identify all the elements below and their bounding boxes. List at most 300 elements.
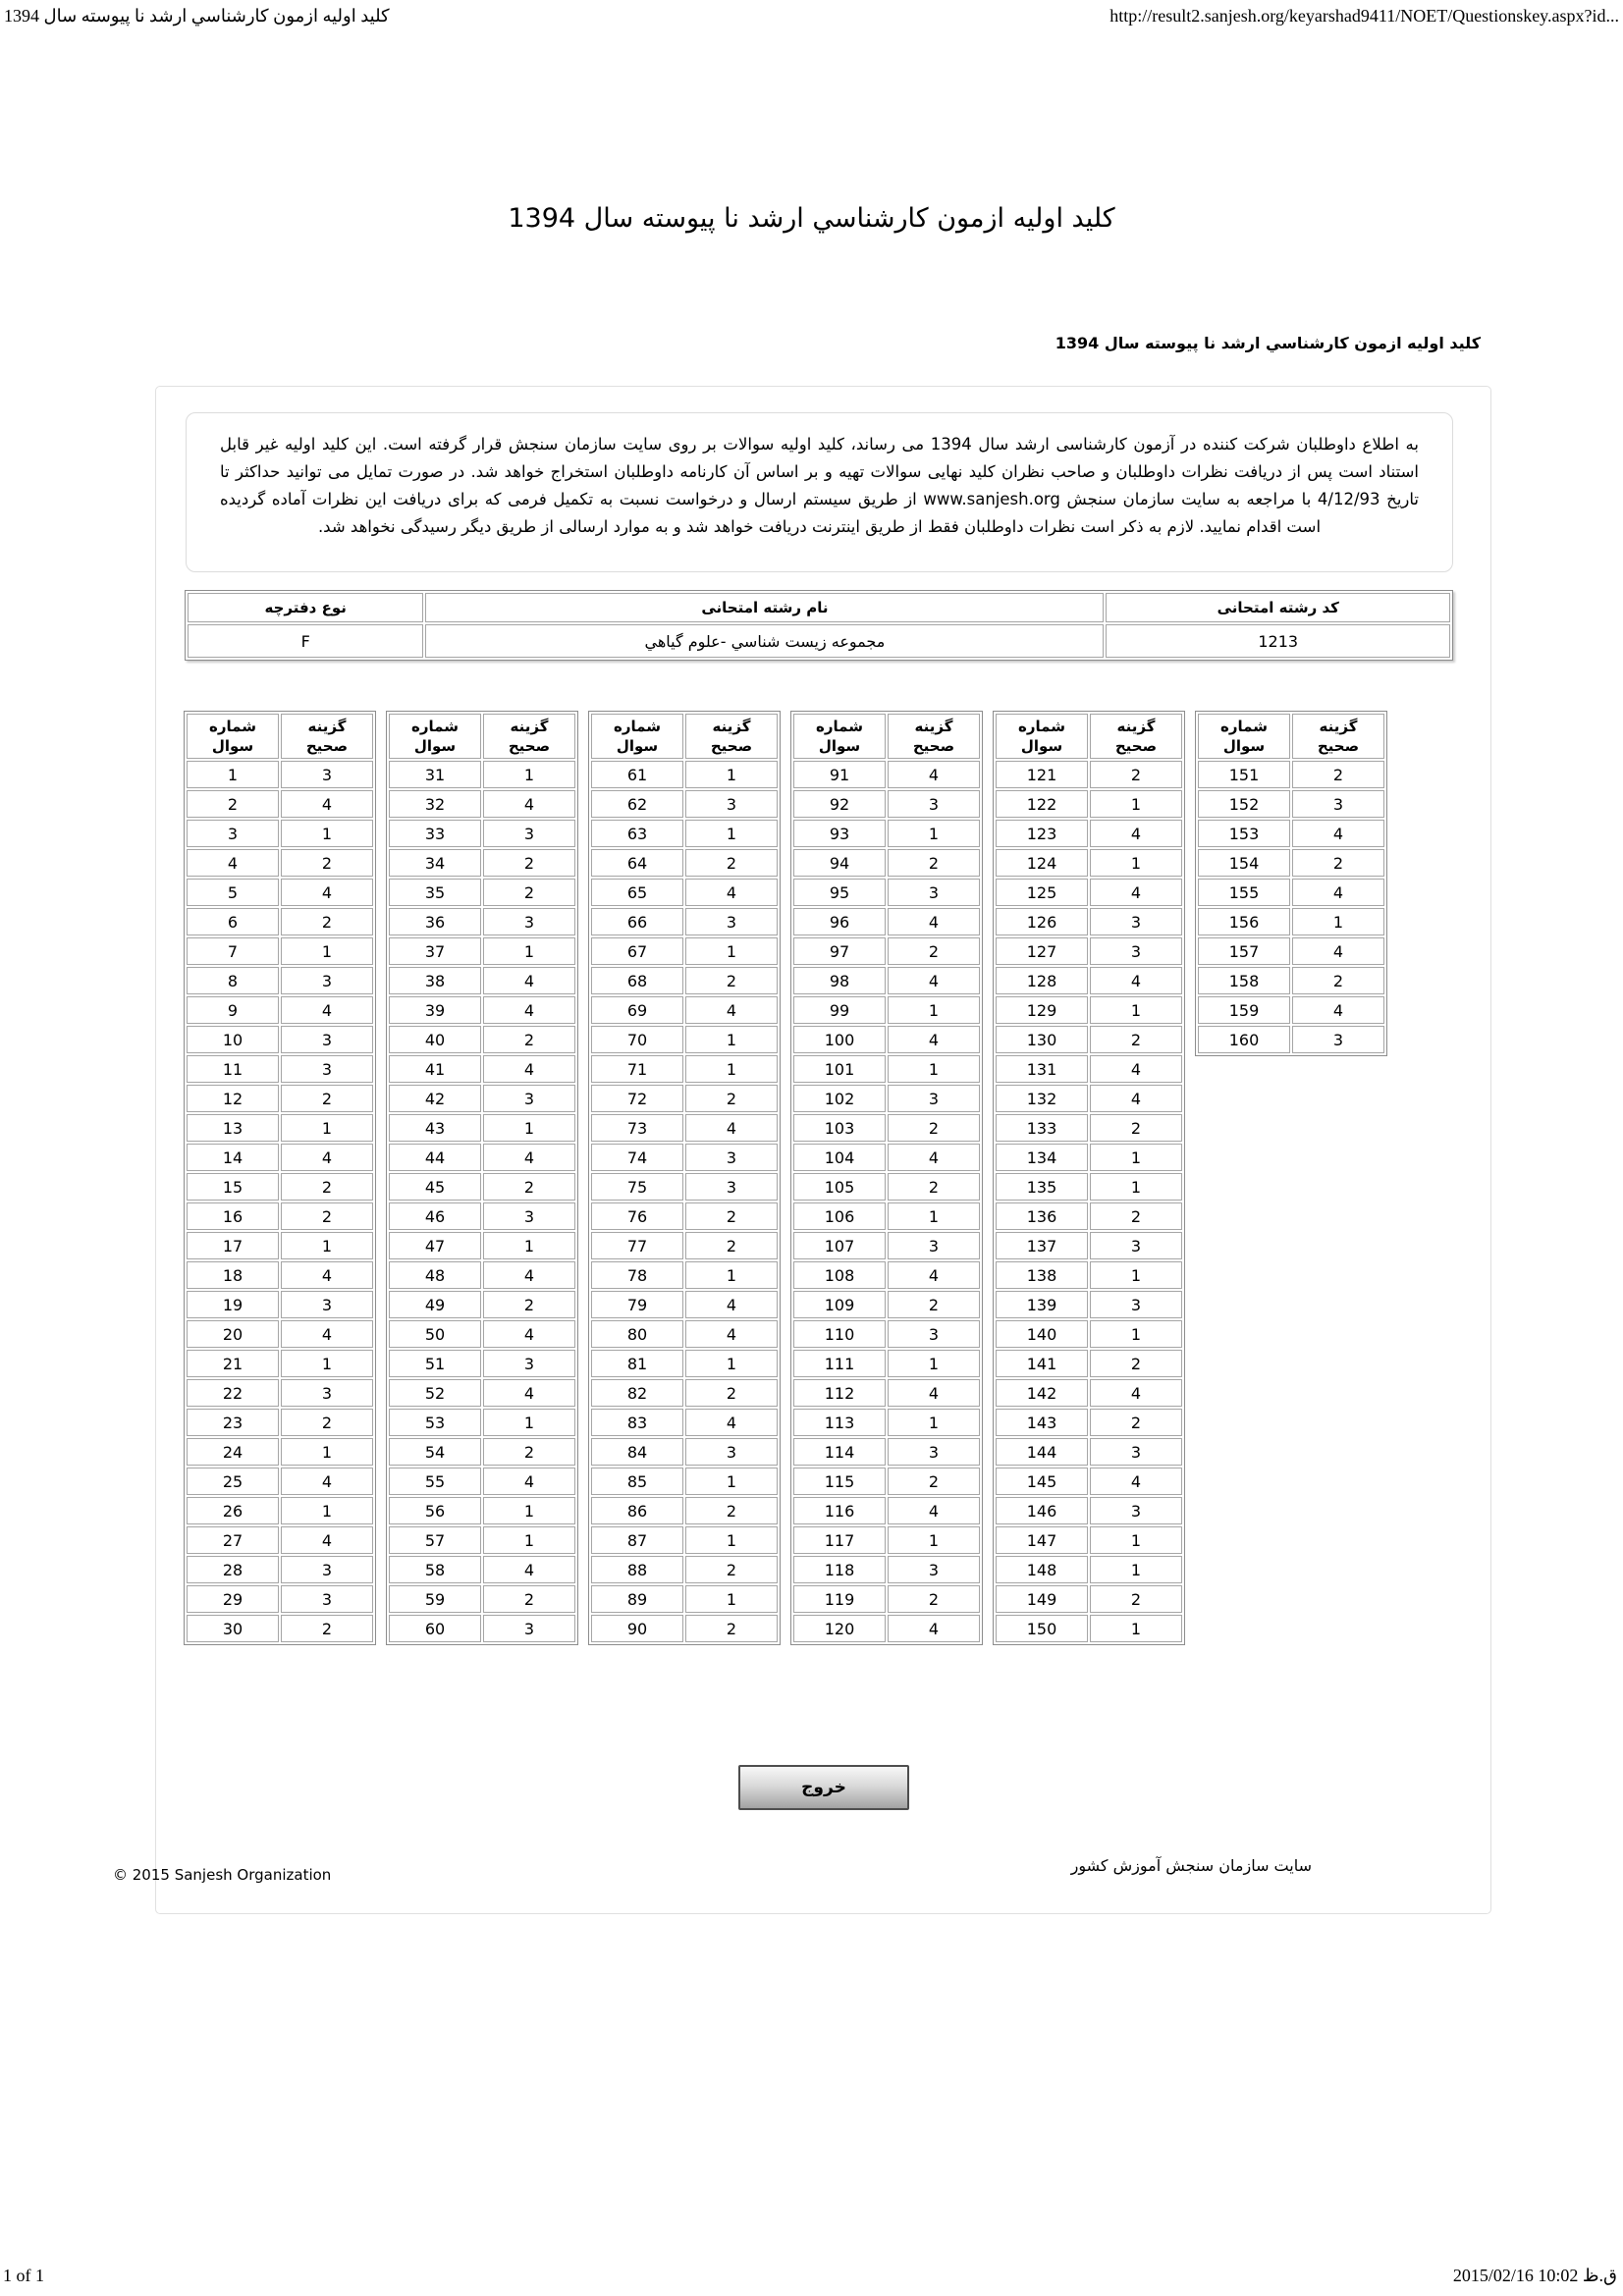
question-number-header: شماره سوال	[389, 714, 481, 759]
answer-key-row	[187, 1144, 373, 1171]
question-number-cell: 57	[389, 1526, 481, 1554]
question-number-cell: 52	[389, 1379, 481, 1407]
correct-option-cell: 3	[1090, 1291, 1182, 1318]
correct-option-header: گزینه صحیح	[483, 714, 575, 759]
correct-option-cell: 1	[888, 1202, 980, 1230]
correct-option-cell: 3	[281, 1585, 373, 1613]
question-number-cell: 38	[389, 967, 481, 994]
answer-key-row	[793, 849, 980, 877]
question-number-cell: 131	[996, 1055, 1088, 1083]
correct-option-header: گزینه صحیح	[888, 714, 980, 759]
question-number-cell: 149	[996, 1585, 1088, 1613]
answer-key-row	[591, 1026, 778, 1053]
answer-key-row	[793, 937, 980, 965]
answer-key-table	[993, 711, 1185, 1645]
correct-option-cell: 2	[1090, 1026, 1182, 1053]
correct-option-cell: 3	[685, 1173, 778, 1201]
correct-option-cell: 3	[281, 1556, 373, 1583]
correct-option-cell: 4	[1090, 879, 1182, 906]
answer-key-row	[996, 1114, 1182, 1142]
question-number-cell: 6	[187, 908, 279, 935]
answer-key-header-row	[793, 714, 980, 759]
correct-option-cell: 1	[281, 1438, 373, 1466]
correct-option-cell: 4	[685, 879, 778, 906]
correct-option-cell: 1	[1090, 996, 1182, 1024]
correct-option-cell: 1	[281, 1497, 373, 1524]
question-number-cell: 66	[591, 908, 683, 935]
answer-key-row	[996, 1350, 1182, 1377]
question-number-cell: 60	[389, 1615, 481, 1642]
question-number-header: شماره سوال	[187, 714, 279, 759]
answer-key-row	[591, 879, 778, 906]
correct-option-cell: 2	[685, 1379, 778, 1407]
answer-key-table	[790, 711, 983, 1645]
answer-key-row	[187, 996, 373, 1024]
question-number-cell: 49	[389, 1291, 481, 1318]
correct-option-cell: 2	[483, 1026, 575, 1053]
question-number-cell: 55	[389, 1468, 481, 1495]
answer-key-row	[389, 1202, 575, 1230]
correct-option-cell: 3	[1090, 908, 1182, 935]
answer-key-row	[591, 1585, 778, 1613]
answer-key-row	[793, 908, 980, 935]
correct-option-cell: 4	[281, 879, 373, 906]
correct-option-cell: 4	[1090, 820, 1182, 847]
booklet-type-header: نوع دفترچه	[188, 593, 423, 622]
answer-key-row	[591, 790, 778, 818]
answer-key-row	[996, 1585, 1182, 1613]
booklet-type-value: F	[188, 624, 423, 658]
correct-option-cell: 4	[483, 1144, 575, 1171]
correct-option-cell: 4	[281, 1144, 373, 1171]
question-number-cell: 54	[389, 1438, 481, 1466]
correct-option-cell: 4	[281, 1526, 373, 1554]
question-number-cell: 70	[591, 1026, 683, 1053]
question-number-cell: 58	[389, 1556, 481, 1583]
correct-option-cell: 3	[888, 879, 980, 906]
answer-key-row	[187, 1468, 373, 1495]
question-number-cell: 33	[389, 820, 481, 847]
correct-option-cell: 1	[483, 1232, 575, 1259]
answer-key-row	[389, 1497, 575, 1524]
answer-key-row	[996, 1144, 1182, 1171]
answer-key-row	[793, 1202, 980, 1230]
answer-key-row	[187, 790, 373, 818]
answer-tables	[184, 711, 1387, 1645]
answer-key-row	[996, 1497, 1182, 1524]
answer-key-row	[591, 937, 778, 965]
question-number-cell: 122	[996, 790, 1088, 818]
correct-option-cell: 1	[483, 1114, 575, 1142]
answer-key-header-row	[591, 714, 778, 759]
correct-option-cell: 4	[1292, 879, 1384, 906]
answer-key-row	[793, 1173, 980, 1201]
question-number-cell: 96	[793, 908, 886, 935]
correct-option-cell: 2	[1292, 849, 1384, 877]
question-number-cell: 93	[793, 820, 886, 847]
question-number-cell: 72	[591, 1085, 683, 1112]
print-footer-datetime: 2015/02/16 10:02 ق.ظ	[1452, 2266, 1617, 2285]
correct-option-cell: 4	[888, 761, 980, 788]
question-number-cell: 41	[389, 1055, 481, 1083]
correct-option-cell: 4	[888, 1615, 980, 1642]
answer-key-row	[996, 761, 1182, 788]
correct-option-cell: 2	[483, 879, 575, 906]
correct-option-cell: 4	[483, 1468, 575, 1495]
answer-key-row	[187, 1438, 373, 1466]
question-number-cell: 20	[187, 1320, 279, 1348]
question-number-cell: 109	[793, 1291, 886, 1318]
correct-option-cell: 4	[483, 1055, 575, 1083]
answer-key-row	[996, 1409, 1182, 1436]
answer-key-row	[389, 996, 575, 1024]
answer-key-row	[1198, 937, 1384, 965]
question-number-cell: 114	[793, 1438, 886, 1466]
question-number-cell: 19	[187, 1291, 279, 1318]
answer-key-table	[386, 711, 578, 1645]
answer-key-row	[389, 820, 575, 847]
correct-option-cell: 4	[281, 790, 373, 818]
correct-option-cell: 2	[888, 1291, 980, 1318]
correct-option-cell: 4	[1090, 1468, 1182, 1495]
answer-key-row	[187, 1585, 373, 1613]
question-number-cell: 67	[591, 937, 683, 965]
question-number-header: شماره سوال	[793, 714, 886, 759]
answer-key-header-row	[187, 714, 373, 759]
answer-key-row	[187, 1409, 373, 1436]
correct-option-cell: 1	[1090, 1173, 1182, 1201]
correct-option-cell: 2	[483, 1291, 575, 1318]
correct-option-cell: 3	[281, 1055, 373, 1083]
section-title: کلید اولیه ازمون کارشناسي ارشد نا پیوسته سال 1394	[1055, 334, 1481, 352]
correct-option-cell: 2	[1090, 1409, 1182, 1436]
correct-option-cell: 3	[685, 908, 778, 935]
correct-option-cell: 2	[685, 1615, 778, 1642]
answer-key-row	[996, 1085, 1182, 1112]
question-number-cell: 111	[793, 1350, 886, 1377]
answer-key-row	[591, 1468, 778, 1495]
question-number-cell: 65	[591, 879, 683, 906]
answer-key-row	[591, 1232, 778, 1259]
question-number-cell: 7	[187, 937, 279, 965]
correct-option-cell: 2	[888, 1114, 980, 1142]
question-number-header: شماره سوال	[996, 714, 1088, 759]
question-number-cell: 154	[1198, 849, 1290, 877]
correct-option-cell: 4	[1090, 967, 1182, 994]
question-number-cell: 80	[591, 1320, 683, 1348]
question-number-cell: 103	[793, 1114, 886, 1142]
answer-key-row	[187, 849, 373, 877]
question-number-cell: 42	[389, 1085, 481, 1112]
answer-key-row	[591, 967, 778, 994]
answer-key-row	[793, 1261, 980, 1289]
correct-option-cell: 1	[685, 1055, 778, 1083]
question-number-cell: 112	[793, 1379, 886, 1407]
footer-copyright: © 2015 Sanjesh Organization	[113, 1866, 332, 1884]
answer-key-row	[996, 1291, 1182, 1318]
correct-option-cell: 4	[685, 1291, 778, 1318]
correct-option-cell: 2	[1292, 967, 1384, 994]
question-number-cell: 62	[591, 790, 683, 818]
question-number-cell: 76	[591, 1202, 683, 1230]
correct-option-cell: 2	[1090, 1114, 1182, 1142]
correct-option-cell: 2	[1292, 761, 1384, 788]
answer-key-table	[588, 711, 781, 1645]
answer-key-row	[996, 1320, 1182, 1348]
answer-key-row	[187, 879, 373, 906]
answer-key-row	[187, 908, 373, 935]
question-number-cell: 123	[996, 820, 1088, 847]
exit-button[interactable]: خروج	[738, 1765, 909, 1810]
correct-option-cell: 4	[888, 908, 980, 935]
question-number-cell: 110	[793, 1320, 886, 1348]
question-number-cell: 97	[793, 937, 886, 965]
correct-option-header: گزینه صحیح	[685, 714, 778, 759]
answer-key-row	[793, 1055, 980, 1083]
answer-key-row	[591, 1114, 778, 1142]
answer-key-row	[591, 1615, 778, 1642]
answer-key-row	[591, 1202, 778, 1230]
question-number-cell: 71	[591, 1055, 683, 1083]
correct-option-cell: 3	[888, 1556, 980, 1583]
correct-option-header: گزینه صحیح	[1090, 714, 1182, 759]
question-number-cell: 101	[793, 1055, 886, 1083]
correct-option-cell: 4	[483, 996, 575, 1024]
correct-option-cell: 3	[1090, 937, 1182, 965]
correct-option-cell: 2	[281, 1202, 373, 1230]
question-number-cell: 21	[187, 1350, 279, 1377]
question-number-cell: 125	[996, 879, 1088, 906]
correct-option-cell: 3	[685, 1144, 778, 1171]
answer-key-row	[793, 1320, 980, 1348]
answer-key-header-row	[1198, 714, 1384, 759]
question-number-cell: 18	[187, 1261, 279, 1289]
answer-key-row	[1198, 1026, 1384, 1053]
answer-key-row	[389, 1350, 575, 1377]
question-number-cell: 126	[996, 908, 1088, 935]
answer-key-row	[187, 761, 373, 788]
correct-option-cell: 2	[483, 1438, 575, 1466]
question-number-cell: 37	[389, 937, 481, 965]
correct-option-cell: 1	[685, 1526, 778, 1554]
correct-option-cell: 4	[888, 1497, 980, 1524]
answer-key-row	[793, 1409, 980, 1436]
question-number-cell: 4	[187, 849, 279, 877]
question-number-cell: 144	[996, 1438, 1088, 1466]
answer-key-row	[793, 967, 980, 994]
correct-option-cell: 2	[685, 849, 778, 877]
correct-option-cell: 2	[281, 849, 373, 877]
question-number-cell: 9	[187, 996, 279, 1024]
correct-option-cell: 1	[685, 1026, 778, 1053]
answer-key-row	[187, 1526, 373, 1554]
question-number-cell: 143	[996, 1409, 1088, 1436]
question-number-cell: 78	[591, 1261, 683, 1289]
question-number-cell: 157	[1198, 937, 1290, 965]
answer-key-row	[187, 1261, 373, 1289]
answer-key-row	[793, 1438, 980, 1466]
answer-key-row	[591, 1409, 778, 1436]
answer-key-row	[389, 1379, 575, 1407]
answer-key-row	[187, 1173, 373, 1201]
correct-option-cell: 3	[483, 1615, 575, 1642]
correct-option-cell: 3	[281, 761, 373, 788]
correct-option-cell: 1	[281, 1232, 373, 1259]
question-number-cell: 102	[793, 1085, 886, 1112]
answer-key-row	[591, 1144, 778, 1171]
answer-key-row	[793, 1585, 980, 1613]
answer-key-row	[591, 1291, 778, 1318]
answer-key-row	[187, 967, 373, 994]
answer-key-row	[187, 1114, 373, 1142]
answer-key-row	[389, 1055, 575, 1083]
correct-option-cell: 1	[888, 996, 980, 1024]
question-number-cell: 1	[187, 761, 279, 788]
question-number-cell: 12	[187, 1085, 279, 1112]
correct-option-cell: 4	[1090, 1085, 1182, 1112]
answer-key-row	[793, 1114, 980, 1142]
answer-key-row	[389, 761, 575, 788]
question-number-cell: 82	[591, 1379, 683, 1407]
correct-option-cell: 2	[281, 1615, 373, 1642]
correct-option-cell: 2	[888, 1173, 980, 1201]
question-number-cell: 30	[187, 1615, 279, 1642]
question-number-cell: 158	[1198, 967, 1290, 994]
print-header-document-title: کلید اولیه ازمون کارشناسي ارشد نا پیوسته سال 1394	[4, 6, 390, 26]
answer-key-row	[793, 1144, 980, 1171]
question-number-cell: 56	[389, 1497, 481, 1524]
correct-option-cell: 1	[281, 1114, 373, 1142]
answer-key-row	[591, 1497, 778, 1524]
correct-option-cell: 2	[888, 1468, 980, 1495]
answer-key-row	[793, 1468, 980, 1495]
question-number-cell: 127	[996, 937, 1088, 965]
question-number-cell: 28	[187, 1556, 279, 1583]
answer-key-row	[591, 1350, 778, 1377]
correct-option-cell: 1	[1090, 849, 1182, 877]
correct-option-cell: 1	[888, 820, 980, 847]
question-number-cell: 95	[793, 879, 886, 906]
question-number-cell: 142	[996, 1379, 1088, 1407]
correct-option-cell: 2	[281, 908, 373, 935]
answer-key-row	[389, 1585, 575, 1613]
answer-key-row	[996, 790, 1182, 818]
correct-option-cell: 4	[888, 1261, 980, 1289]
answer-key-row	[187, 1026, 373, 1053]
correct-option-cell: 3	[483, 908, 575, 935]
answer-key-row	[1198, 790, 1384, 818]
question-number-cell: 35	[389, 879, 481, 906]
correct-option-cell: 1	[1090, 1320, 1182, 1348]
correct-option-cell: 1	[685, 820, 778, 847]
answer-key-row	[996, 967, 1182, 994]
correct-option-cell: 3	[483, 1202, 575, 1230]
answer-key-row	[1198, 761, 1384, 788]
question-number-cell: 150	[996, 1615, 1088, 1642]
correct-option-cell: 3	[685, 1438, 778, 1466]
answer-key-row	[793, 1232, 980, 1259]
answer-key-row	[187, 1615, 373, 1642]
answer-key-row	[389, 1144, 575, 1171]
question-number-cell: 73	[591, 1114, 683, 1142]
question-number-cell: 118	[793, 1556, 886, 1583]
question-number-header: شماره سوال	[1198, 714, 1290, 759]
correct-option-cell: 1	[483, 937, 575, 965]
answer-key-row	[793, 996, 980, 1024]
question-number-cell: 92	[793, 790, 886, 818]
question-number-cell: 88	[591, 1556, 683, 1583]
correct-option-cell: 1	[1292, 908, 1384, 935]
question-number-cell: 53	[389, 1409, 481, 1436]
correct-option-cell: 3	[888, 1320, 980, 1348]
correct-option-cell: 1	[888, 1055, 980, 1083]
answer-key-row	[389, 1468, 575, 1495]
question-number-cell: 50	[389, 1320, 481, 1348]
question-number-cell: 159	[1198, 996, 1290, 1024]
answer-key-row	[187, 1556, 373, 1583]
answer-key-row	[793, 1497, 980, 1524]
correct-option-cell: 1	[685, 1350, 778, 1377]
question-number-cell: 156	[1198, 908, 1290, 935]
correct-option-cell: 3	[281, 967, 373, 994]
question-number-cell: 61	[591, 761, 683, 788]
question-number-cell: 128	[996, 967, 1088, 994]
question-number-cell: 87	[591, 1526, 683, 1554]
question-number-cell: 25	[187, 1468, 279, 1495]
answer-key-row	[793, 1085, 980, 1112]
correct-option-cell: 4	[685, 1320, 778, 1348]
answer-key-row	[591, 1438, 778, 1466]
answer-key-row	[1198, 849, 1384, 877]
question-number-cell: 117	[793, 1526, 886, 1554]
question-number-cell: 116	[793, 1497, 886, 1524]
correct-option-cell: 4	[888, 1379, 980, 1407]
question-number-cell: 106	[793, 1202, 886, 1230]
question-number-cell: 139	[996, 1291, 1088, 1318]
question-number-cell: 83	[591, 1409, 683, 1436]
answer-key-row	[1198, 908, 1384, 935]
answer-key-row	[996, 1438, 1182, 1466]
correct-option-cell: 2	[685, 967, 778, 994]
correct-option-cell: 3	[281, 1026, 373, 1053]
answer-key-row	[793, 820, 980, 847]
notice-text: به اطلاع داوطلبان شرکت کننده در آزمون کارشناسی ارشد سال 1394 می رساند، کلید اولیه سوالات بر روی سایت سازمان سنجش قرار گرفته است. این کلید اولیه غیر قابل استناد است پس از دریافت نظرات داوطلبان و صاحب نظران کلید نهایی سوالات تهیه و بر اساس آن کارنامه داوطلبان استخراج خواهد شد. در صورت تمایل می توانید حداکثر تا تاریخ 4/12/93 با مراجعه به سایت سازمان سنجش www.sanjesh.org از طریق سیستم ارسال و درخواست نسبت به تکمیل فرمی که برای دریافت این نظرات آماده گردیده است اقدام نمایید. لازم به ذکر است نظرات داوطلبان فقط از طریق اینترنت دریافت خواهد شد و به موارد ارسالی از طریق دیگر رسیدگی نخواهد شد.	[220, 435, 1420, 536]
correct-option-cell: 4	[1090, 1379, 1182, 1407]
correct-option-cell: 1	[1090, 1261, 1182, 1289]
question-number-cell: 74	[591, 1144, 683, 1171]
question-number-cell: 68	[591, 967, 683, 994]
question-number-cell: 13	[187, 1114, 279, 1142]
question-number-cell: 137	[996, 1232, 1088, 1259]
answer-key-row	[793, 879, 980, 906]
correct-option-cell: 3	[888, 1085, 980, 1112]
correct-option-cell: 4	[483, 1556, 575, 1583]
answer-key-table	[1195, 711, 1387, 1056]
answer-key-row	[389, 790, 575, 818]
correct-option-cell: 1	[1090, 1556, 1182, 1583]
answer-key-row	[187, 1291, 373, 1318]
correct-option-cell: 3	[1292, 790, 1384, 818]
correct-option-cell: 1	[281, 1350, 373, 1377]
correct-option-cell: 1	[1090, 1615, 1182, 1642]
answer-key-row	[389, 1615, 575, 1642]
footer-site-text: سایت سازمان سنجش آموزش کشور	[1070, 1856, 1312, 1875]
answer-key-row	[793, 1026, 980, 1053]
answer-key-row	[793, 1350, 980, 1377]
answer-key-row	[591, 1379, 778, 1407]
question-number-cell: 46	[389, 1202, 481, 1230]
correct-option-cell: 2	[1090, 1350, 1182, 1377]
